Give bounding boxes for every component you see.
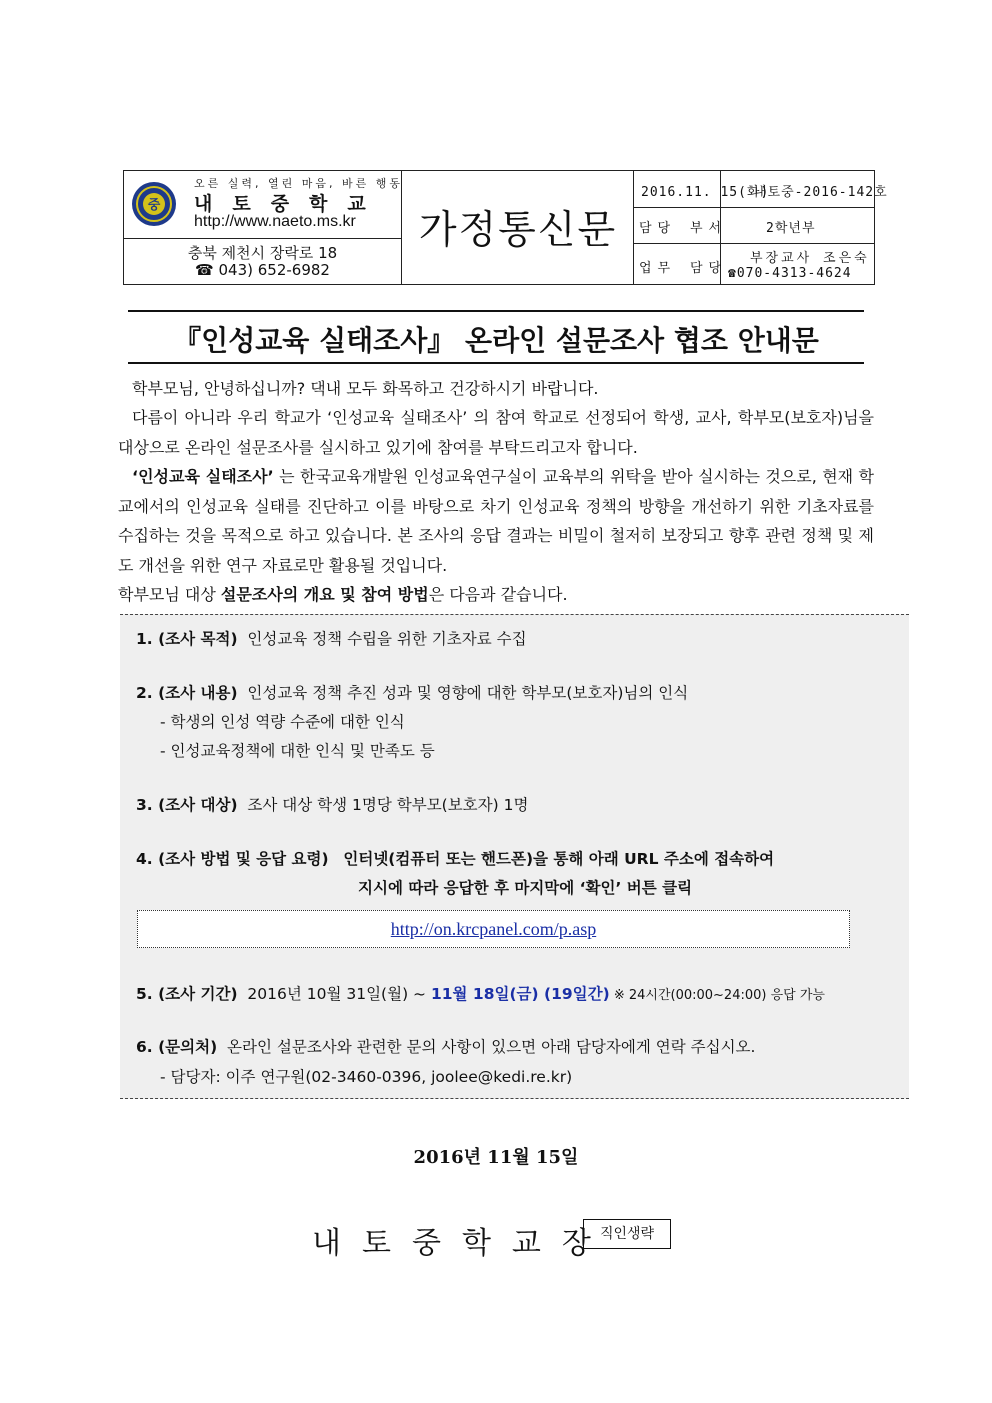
contact-person: - 담당자: 이주 연구원(02-3460-0396, joolee@kedi.re.kr) <box>160 1068 573 1086</box>
item-text: 인성교육 정책 추진 성과 및 영향에 대한 학부모(보호자)님의 인식 <box>247 684 689 702</box>
school-website-link[interactable]: http://www.naeto.ms.kr <box>194 213 356 230</box>
item-label: 3. (조사 대상) <box>136 796 238 814</box>
document-title: 『인성교육 실태조사』 온라인 설문조사 협조 안내문 <box>173 324 819 357</box>
survey-url-box <box>137 910 850 948</box>
period-note: ※ 24시간(00:00~24:00) 응답 가능 <box>609 988 825 1003</box>
address-line: 충북 제천시 장락로 18 <box>187 244 338 262</box>
item-sub: - 학생의 인성 역량 수준에 대한 인식 <box>160 713 405 731</box>
item-method <box>136 847 774 869</box>
dept-value: 2학년부 <box>766 221 816 236</box>
item-period <box>136 982 825 1004</box>
item-text: 인성교육 정책 수립을 위한 기초자료 수집 <box>247 630 527 648</box>
item-contact <box>136 1035 755 1057</box>
item-target <box>136 793 528 815</box>
title-rule-bottom <box>128 362 864 364</box>
phone-line: ☎ 043) 652-6982 <box>195 261 330 279</box>
intro-greeting: 학부모님, 안녕하십니까? 댁내 모두 화목하고 건강하시기 바랍니다. <box>132 379 599 398</box>
intro-p4-a: 학부모님 대상 <box>118 585 221 604</box>
item-sub: - 인성교육정책에 대한 인식 및 만족도 등 <box>160 742 435 760</box>
svg-text:중: 중 <box>147 198 161 213</box>
staff-phone: ☎070-4313-4624 <box>728 266 852 281</box>
intro-p4-b: 은 다음과 같습니다. <box>428 585 568 604</box>
period-start: 2016년 10월 31일(월) ~ <box>247 985 431 1003</box>
newsletter-title: 가정통신문 <box>418 208 618 253</box>
item-purpose <box>136 627 527 649</box>
intro-p4-bold: 설문조사의 개요 및 참여 방법 <box>220 585 429 604</box>
title-rule-top <box>128 310 864 312</box>
survey-name-bold: ‘인성교육 실태조사’ <box>132 467 274 486</box>
item-text: 조사 대상 학생 1명당 학부모(보호자) 1명 <box>247 796 529 814</box>
intro-paragraph-3 <box>118 462 874 580</box>
intro-paragraph-2: 다름이 아니라 우리 학교가 ‘인성교육 실태조사’ 의 참여 학교로 선정되어 학생, 교사, 학부모(보호자)님을 대상으로 온라인 설문조사를 실시하고 있기에 참여를 부탁드리고자 합니다. <box>118 408 874 457</box>
item-label: 1. (조사 목적) <box>136 630 238 648</box>
footer-date: 2016년 11월 15일 <box>413 1147 579 1168</box>
school-emblem-logo <box>130 179 178 229</box>
item-label: 4. (조사 방법 및 응답 요령) <box>136 850 329 868</box>
staff-name: 부장교사 조은숙 <box>750 251 870 266</box>
survey-url-link[interactable]: http://on.krcpanel.com/p.asp <box>390 919 597 939</box>
item-label: 5. (조사 기간) <box>136 985 238 1003</box>
intro-paragraph-4 <box>118 580 874 610</box>
newsletter-header <box>123 170 888 285</box>
item-text: 온라인 설문조사와 관련한 문의 사항이 있으면 아래 담당자에게 연락 주십시오. <box>227 1038 756 1056</box>
issue-date: 2016.11. 15(화) <box>641 185 770 200</box>
dept-label: 담당 부서 <box>639 221 728 236</box>
doc-number: 내토중-2016-142호 <box>754 185 888 200</box>
school-address <box>124 245 401 279</box>
item-label: 6. (문의처) <box>136 1038 218 1056</box>
item-text: 인터넷(컴퓨터 또는 핸드폰)을 통해 아래 URL 주소에 접속하여 <box>343 850 775 868</box>
item-method-line2: 지시에 따라 응답한 후 마지막에 ‘확인’ 버튼 클릭 <box>358 879 693 897</box>
official-seal-omitted: 직인생략 <box>583 1219 671 1249</box>
survey-info-box <box>120 614 909 1099</box>
school-name: 내토중학교 <box>194 193 386 215</box>
item-label: 2. (조사 내용) <box>136 684 238 702</box>
staff-label: 업무 담당 <box>639 261 728 276</box>
school-motto: 오른 실력, 열린 마음, 바른 행동 <box>194 177 403 190</box>
item-content <box>136 681 688 703</box>
principal-signature: 내토중학교장 <box>312 1226 612 1261</box>
period-end: 11월 18일(금) (19일간) <box>430 985 610 1003</box>
intro-paragraph-3-text: 는 한국교육개발원 인성교육연구실이 교육부의 위탁을 받아 실시하는 것으로, 현재 학교에서의 인성교육 실태를 진단하고 이를 바탕으로 차기 인성교육 정책의 방향을 개선하기 위한 기초자료를 수집하는 것을 목적으로 하고 있습니다. 본 조사의 응답 결과는 비밀이 철저히 보장되고 향후 관련 정책 및 제도 개선을 위한 연구 자료로만 활용될 것입니다. <box>118 467 875 575</box>
